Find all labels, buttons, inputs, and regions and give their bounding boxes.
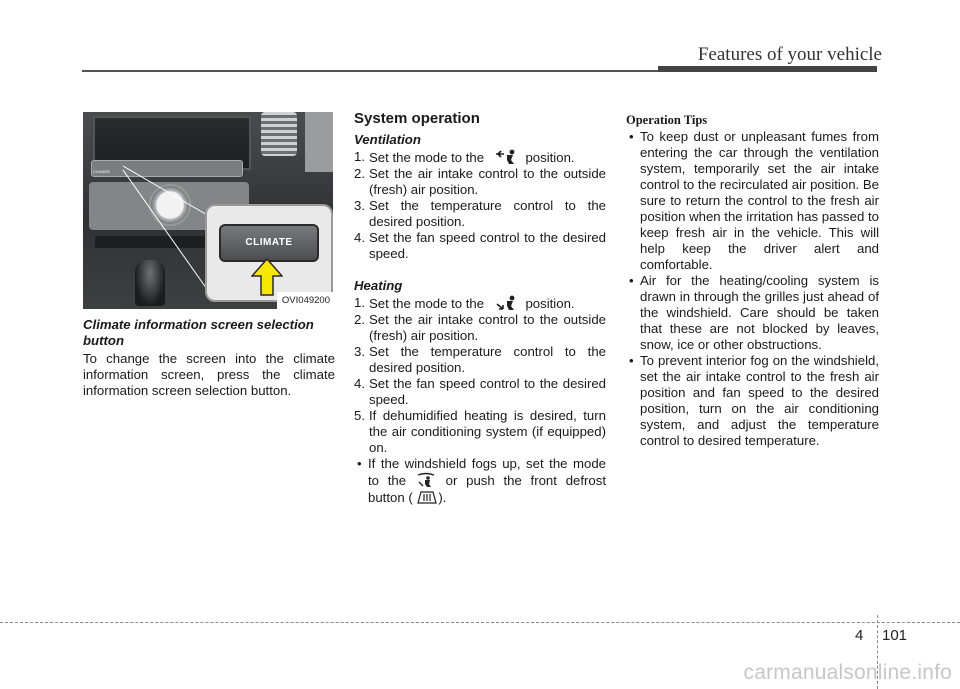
figure-code: OVI049200 xyxy=(277,292,333,309)
face-vent-mode-icon xyxy=(488,149,522,165)
list-item: 2. Set the air intake control to the outside (fresh) air position. xyxy=(354,166,606,197)
heating-bullets xyxy=(354,456,606,506)
climate-button: CLIMATE xyxy=(219,224,319,262)
chapter-number: 4 xyxy=(855,627,864,644)
caption-body: To change the screen into the climate information screen, press the climate information screen selection button. xyxy=(83,351,335,398)
figure-caption: Climate information screen selection button xyxy=(83,317,314,348)
list-item: 3. Set the temperature control to the desired position. xyxy=(354,198,606,229)
floor-defrost-mode-icon xyxy=(415,472,437,488)
ventilation-steps xyxy=(354,149,606,262)
header-rule-accent xyxy=(658,66,877,72)
list-item: • To keep dust or unpleasant fumes from entering the car through the ventilation system, temporarily set the air intake control to the recirculated air position. Be sure to return the control to the fresh air position when the irritation has passed to keep fresh air in the vehicle. This will help keep the driver alert and comfortable. xyxy=(629,129,879,272)
list-item: 5. If dehumidified heating is desired, turn the air conditioning system (if equipped) on. xyxy=(354,408,606,455)
tips-list xyxy=(626,129,879,449)
front-defrost-icon xyxy=(416,489,438,505)
heating-heading: Heating xyxy=(354,278,403,293)
watermark: carmanualsonline.info xyxy=(743,661,952,684)
column-left xyxy=(83,112,335,405)
list-item: 2. Set the air intake control to the outside (fresh) air position. xyxy=(354,312,606,343)
column-middle xyxy=(354,110,606,506)
list-item: • To prevent interior fog on the windshield, set the air intake control to the fresh air position and fan speed to the desired position, turn on the air conditioning system, and adjust the temperature control to desired temperature. xyxy=(629,353,879,448)
list-item: • Air for the heating/cooling system is drawn in through the grilles just ahead of the windshield. Care should be taken that these are not blocked by leaves, snow, ice or other obstructions. xyxy=(629,273,879,352)
climate-callout xyxy=(205,204,333,302)
list-item: 1. Set the mode to the position. xyxy=(354,149,575,165)
ventilation-heading: Ventilation xyxy=(354,132,421,147)
list-item: 4. Set the fan speed control to the desired speed. xyxy=(354,376,606,407)
small-climate-label: CLIMATE xyxy=(93,169,111,174)
header-title: Features of your vehicle xyxy=(697,44,882,65)
dashboard-photo xyxy=(83,112,333,309)
page-number: 101 xyxy=(882,627,908,644)
arrow-up-icon xyxy=(251,258,283,296)
heating-steps xyxy=(354,295,606,456)
tips-heading: Operation Tips xyxy=(626,113,708,127)
floor-mode-icon xyxy=(488,295,522,311)
column-right xyxy=(626,110,879,449)
list-item: • If the windshield fogs up, set the mode to the or push the front defrost button ( ). xyxy=(357,456,607,505)
section-title: System operation xyxy=(354,110,480,127)
list-item: 1. Set the mode to the position. xyxy=(354,295,575,311)
list-item: 4. Set the fan speed control to the desired speed. xyxy=(354,230,606,261)
list-item: 3. Set the temperature control to the desired position. xyxy=(354,344,606,375)
footer-rule xyxy=(0,622,960,623)
